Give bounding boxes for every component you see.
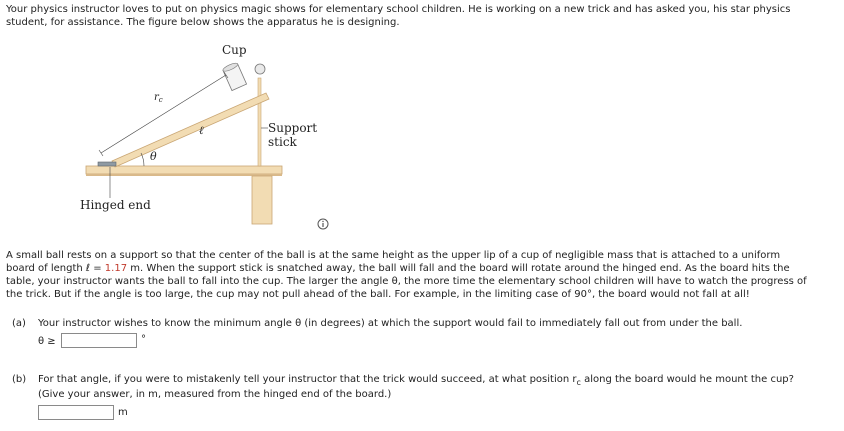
intro-line-2: student, for assistance. The figure below shows the apparatus he is designing. xyxy=(6,17,400,28)
position-answer-input[interactable] xyxy=(38,405,114,420)
problem-line-2: board of length ℓ = 1.17 m. When the support stick is snatched away, the ball will fall and the board will rotate around the hinged end. As the board hits the xyxy=(6,263,790,274)
info-circle-icon[interactable] xyxy=(317,218,329,230)
problem-line-3: table, your instructor wants the ball to fall into the cup. The larger the angle θ, the more time the elementary school children will have to watch the progress of xyxy=(6,276,807,287)
label-cup: Cup xyxy=(222,43,247,57)
part-b-unit: m xyxy=(118,407,128,418)
apparatus-figure xyxy=(70,36,340,226)
problem-line-1: A small ball rests on a support so that the center of the ball is at the same height as the upper lip of a cup of negligible mass that is attached to a uniform xyxy=(6,250,781,261)
label-length: ℓ xyxy=(199,124,204,137)
part-a-unit: ° xyxy=(141,334,146,345)
label-stick: stick xyxy=(268,135,297,149)
part-a-question: Your instructor wishes to know the minimum angle θ (in degrees) at which the support would fail to immediately fall out from under the ball. xyxy=(38,318,743,329)
length-value: 1.17 xyxy=(104,263,128,274)
problem-line-4: the trick. But if the angle is too large, the cup may not pull ahead of the ball. For example, in the limiting case of 90°, the board would not fall at all! xyxy=(6,289,750,300)
label-hinged-end: Hinged end xyxy=(80,198,151,212)
part-b-question-2: (Give your answer, in m, measured from the hinged end of the board.) xyxy=(38,389,392,400)
label-support: Support xyxy=(268,121,318,135)
angle-answer-input[interactable] xyxy=(61,333,137,348)
part-a-label: (a) xyxy=(12,318,26,329)
label-theta: θ xyxy=(150,150,157,163)
part-a-prefix: θ ≥ xyxy=(38,336,56,347)
part-b-question: For that angle, if you were to mistakenly tell your instructor that the trick would succeed, at what position $r_c$ along the board would he mount the cup? xyxy=(38,374,794,387)
label-rc: $r_c$ xyxy=(154,92,163,104)
intro-line-1: Your physics instructor loves to put on physics magic shows for elementary school children. He is working on a new trick and has asked you, his star physics xyxy=(6,4,791,15)
part-b-label: (b) xyxy=(12,374,27,385)
